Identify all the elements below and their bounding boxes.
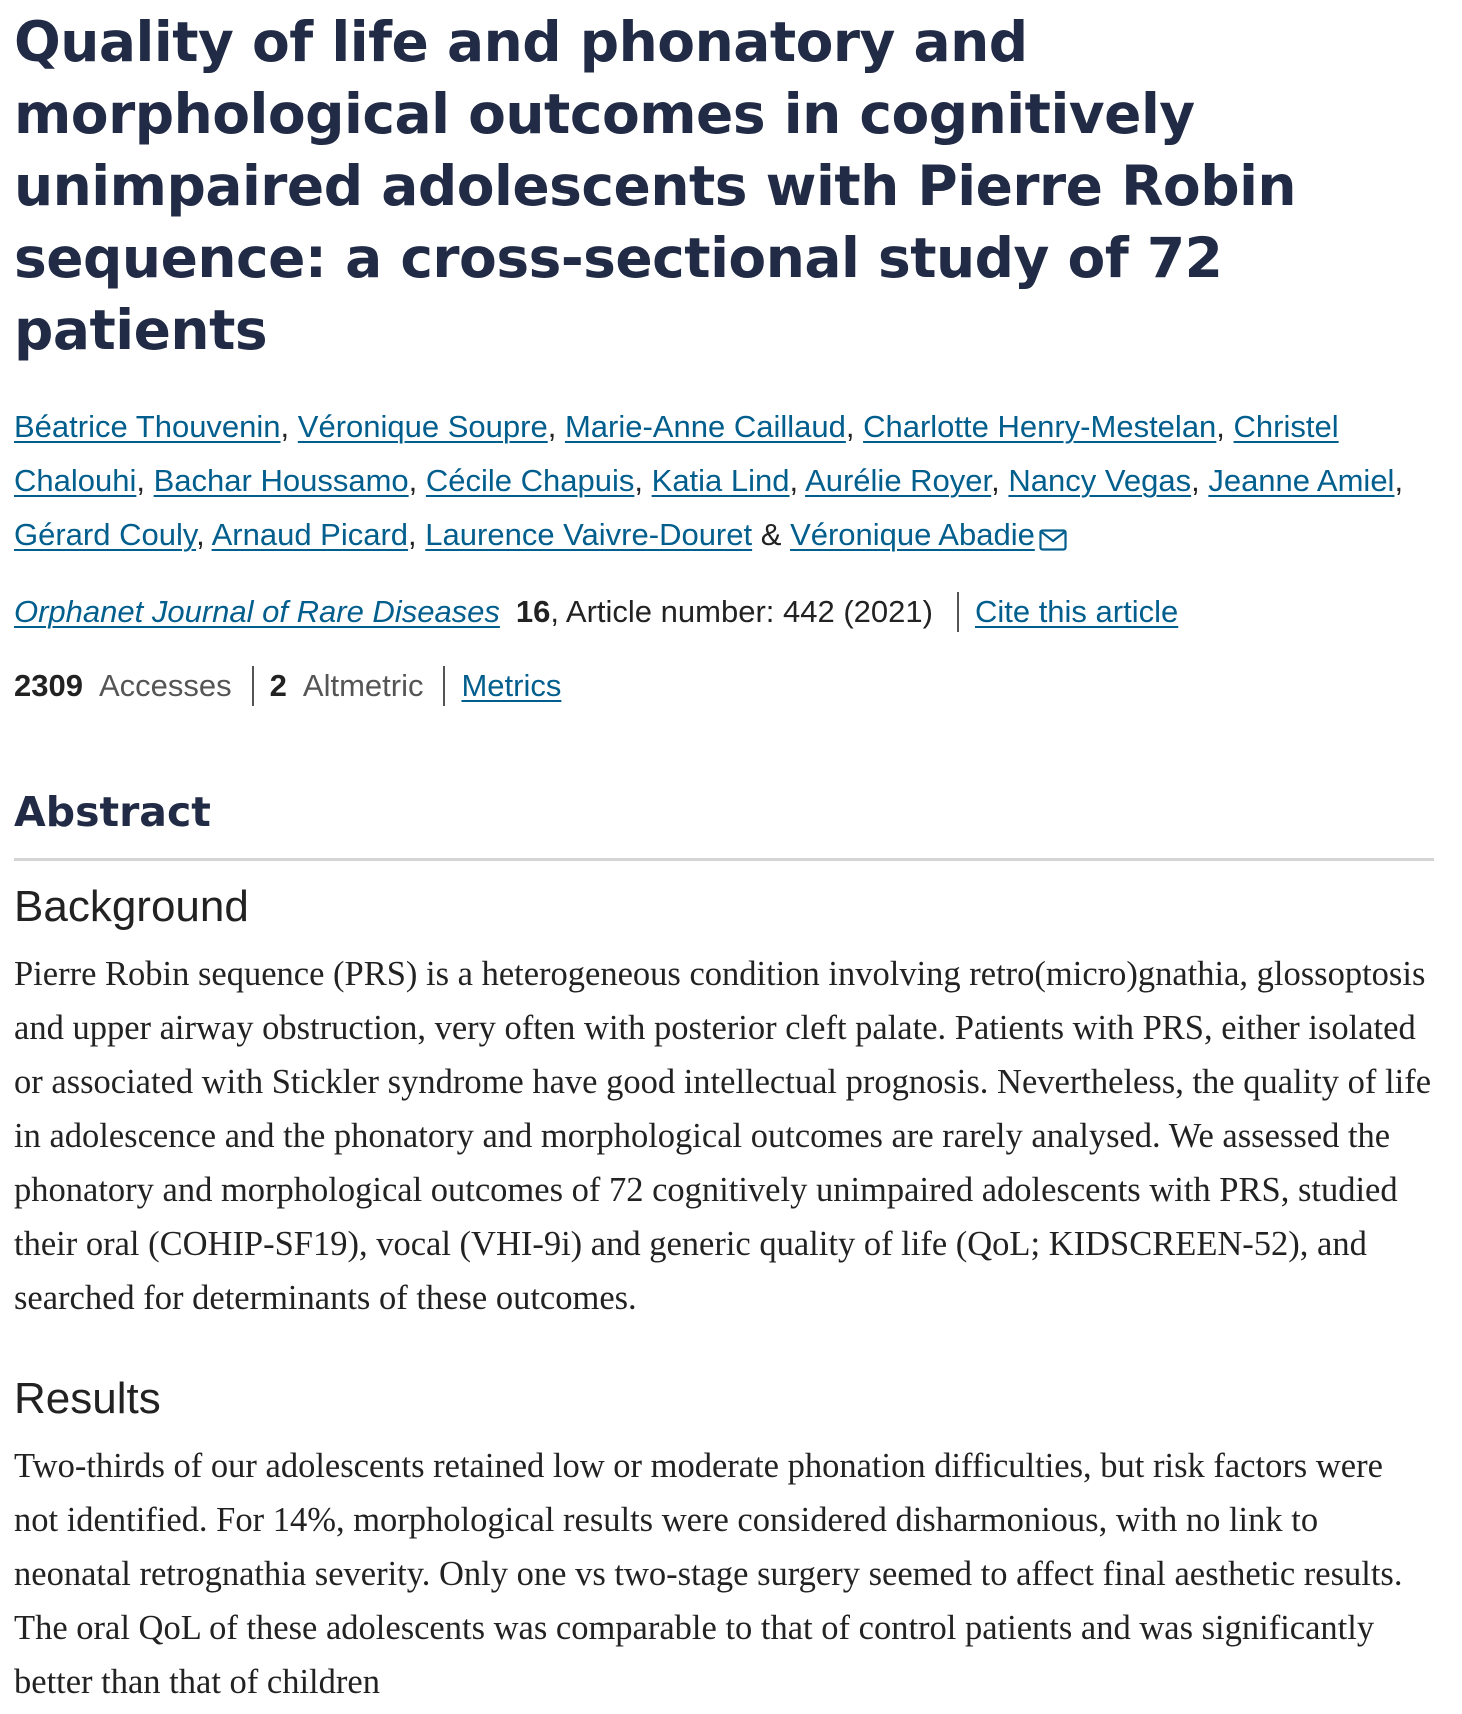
background-heading: Background bbox=[14, 882, 249, 931]
author-separator: , bbox=[789, 463, 799, 498]
author-link[interactable]: Charlotte Henry-Mestelan bbox=[863, 409, 1217, 444]
divider bbox=[957, 592, 959, 632]
author-separator: , bbox=[1191, 463, 1200, 498]
author-link[interactable]: Cécile Chapuis bbox=[425, 463, 635, 498]
author-link[interactable]: Christel Chalouhi bbox=[14, 409, 1339, 498]
author-separator: , bbox=[408, 463, 418, 498]
author-list bbox=[14, 400, 1444, 568]
author-ampersand: & bbox=[760, 517, 782, 552]
author-link[interactable]: Aurélie Royer bbox=[805, 463, 992, 498]
article-page bbox=[14, 0, 1444, 1709]
author-separator: , bbox=[280, 409, 290, 444]
accesses-label: Accesses bbox=[98, 668, 232, 703]
article-number: , Article number: 442 (2021) bbox=[550, 594, 933, 629]
author-link[interactable]: Arnaud Picard bbox=[211, 517, 409, 552]
author-separator: , bbox=[845, 409, 855, 444]
author-link[interactable]: Nancy Vegas bbox=[1008, 463, 1192, 498]
background-paragraph: Pierre Robin sequence (PRS) is a heterogeneous condition involving retro(micro)gnathia, glossoptosis and upper airway obstruction, very often with posterior cleft palate. Patients with PRS, either isolated or associated with Stickler syndrome have good intellectual prognosis. Nevertheless, the quality of life in adolescence and the phonatory and morphological outcomes are rarely analysed. We assessed the phonatory and morphological outcomes of 72 cognitively unimpaired adolescents with PRS, studied their oral (COHIP-SF19), vocal (VHI-9i) and generic quality of life (QoL; KIDSCREEN-52), and searched for determinants of these outcomes. bbox=[14, 955, 1432, 1317]
abstract-heading: Abstract bbox=[14, 786, 1434, 861]
author-link[interactable]: Jeanne Amiel bbox=[1208, 463, 1395, 498]
author-separator: , bbox=[136, 463, 145, 498]
author-separator: , bbox=[634, 463, 644, 498]
author-separator: , bbox=[991, 463, 1000, 498]
author-link[interactable]: Béatrice Thouvenin bbox=[14, 409, 281, 444]
volume-number: 16 bbox=[515, 594, 551, 629]
article-title: Quality of life and phonatory and morphological outcomes in cognitively unimpaired adolescents with Pierre Robin sequence: a cross-sectional study of 72 patients bbox=[14, 10, 1297, 362]
author-link[interactable]: Marie-Anne Caillaud bbox=[564, 409, 846, 444]
author-separator: , bbox=[547, 409, 557, 444]
results-paragraph: Two-thirds of our adolescents retained low or moderate phonation difficulties, but risk factors were not identified. For 14%, morphological results were considered disharmonious, with no link to neonatal retrognathia severity. Only one vs two-stage surgery seemed to affect final aesthetic results. The oral QoL of these adolescents was comparable to that of control patients and was significantly better than that of children bbox=[14, 1447, 1403, 1701]
author-separator: , bbox=[408, 517, 417, 552]
author-link[interactable]: Katia Lind bbox=[651, 463, 790, 498]
corresponding-author-link[interactable]: Véronique Abadie bbox=[790, 517, 1035, 552]
citation-line bbox=[14, 590, 1444, 634]
cite-article-link[interactable]: Cite this article bbox=[974, 594, 1179, 629]
author-link[interactable]: Bachar Houssamo bbox=[153, 463, 409, 498]
author-link[interactable]: Véronique Soupre bbox=[297, 409, 548, 444]
metrics-bar bbox=[14, 664, 1444, 708]
author-link[interactable]: Laurence Vaivre-Douret bbox=[425, 517, 753, 552]
altmetric-label: Altmetric bbox=[302, 668, 424, 703]
divider bbox=[443, 666, 445, 706]
mail-icon[interactable] bbox=[1039, 514, 1067, 568]
author-link[interactable]: Gérard Couly bbox=[14, 517, 197, 552]
altmetric-count: 2 bbox=[269, 668, 287, 703]
metrics-link[interactable]: Metrics bbox=[461, 668, 562, 703]
author-separator: , bbox=[1216, 409, 1225, 444]
author-separator: , bbox=[196, 517, 205, 552]
divider bbox=[252, 666, 254, 706]
results-heading: Results bbox=[14, 1374, 161, 1423]
accesses-count: 2309 bbox=[14, 668, 83, 703]
journal-link[interactable]: Orphanet Journal of Rare Diseases bbox=[14, 594, 500, 629]
author-separator: , bbox=[1394, 463, 1404, 498]
